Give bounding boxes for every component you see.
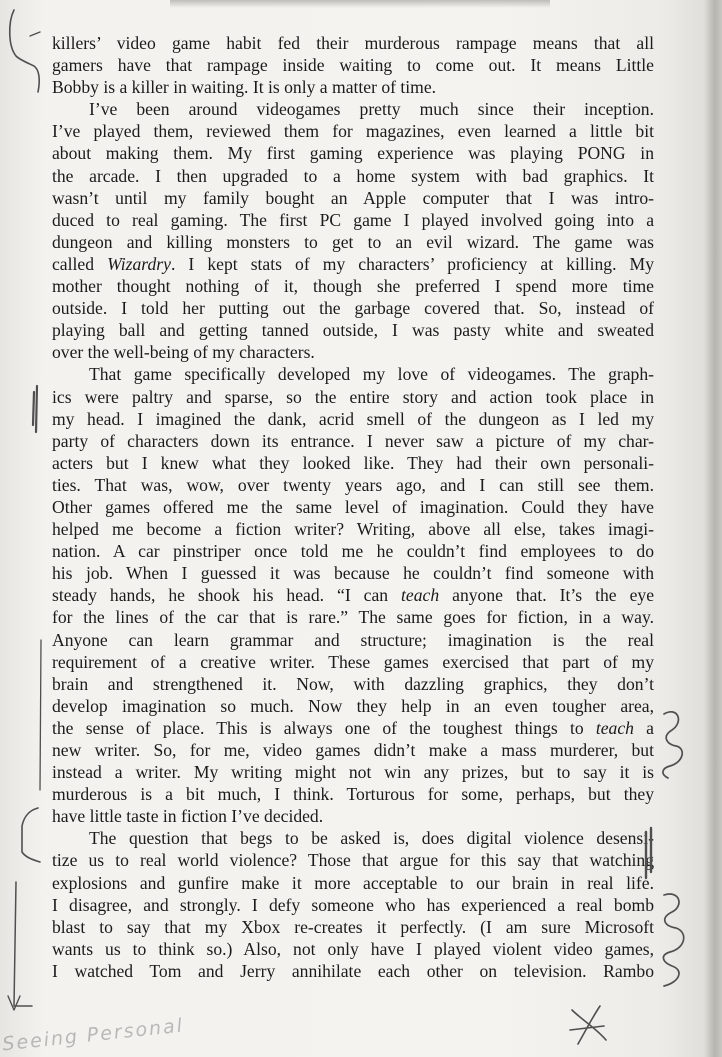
text-line: tize us to real world violence? Those that argue for this say that watching [52,850,654,871]
text-line: playing ball and getting tanned outside, I was pasty white and sweated [52,320,654,341]
text-line: duced to real gaming. The first PC game I played involved going into a [52,209,654,230]
left-margin-line [40,640,41,790]
text-line: blast to say that my Xbox re-creates it perfectly. (I am sure Microsoft [52,916,654,937]
bracket-tick-top [30,32,40,36]
text-line: The question that begs to be asked is, does digital violence desensi- [89,828,654,849]
text-line: helped me become a fiction writer? Writing, above all else, takes imagi- [52,519,654,540]
x-mark [570,1006,606,1044]
text-line: I’ve been around videogames pretty much since their inception. [89,99,654,120]
text-line: develop imagination so much. Now they help in an even tougher area, [52,695,654,716]
text-line: his job. When I guessed it was because he couldn’t find someone with [52,563,654,584]
text-line: my head. I imagined the dank, acrid smell of the dungeon as I led my [52,408,654,429]
text-line: mother thought nothing of it, though she preferred I spend more time [52,276,654,297]
text-line: gamers have that rampage inside waiting to come out. It means Little [52,55,654,76]
text-line: I’ve played them, reviewed them for magazines, even learned a little bit [52,121,654,142]
text-line: party of characters down its entrance. I never saw a picture of my char- [52,430,654,451]
text-line: Other games offered me the same level of imagination. Could they have [52,496,654,517]
text-line: wants us to think so.) Also, not only have I played violent video games, [52,938,654,959]
vertical-bar-right [646,828,651,878]
text-line: explosions and gunfire make it more acceptable to our brain in real life. [52,872,654,893]
text-line: ties. That was, wow, over twenty years ago, and I can still see them. [52,474,654,495]
text-line: requirement of a creative writer. These games exercised that part of my [52,651,654,672]
text-line: outside. I told her putting out the garbage covered that. So, instead of [52,298,654,319]
text-line: wasn’t until my family bought an Apple computer that I was intro- [52,187,654,208]
text-line: the arcade. I then upgraded to a home system with bad graphics. It [52,165,654,186]
bracket-mark-bottom [22,808,40,862]
text-line: Anyone can learn grammar and structure; imagination is the real [52,629,654,650]
text-line: the sense of place. This is always one of the toughest things to teach a [52,717,654,738]
text-line: instead a writer. My writing might not win any prizes, but to say it is [52,762,654,783]
text-line: called Wizardry. I kept stats of my characters’ proficiency at killing. My [52,253,654,274]
text-line: murderous is a bit much, I think. Torturous for some, perhaps, but they [52,784,654,805]
text-line: nation. A car pinstriper once told me he couldn’t find employees to do [52,541,654,562]
text-line: ics were paltry and sparse, so the entire story and action took place in [52,386,654,407]
left-arrow-line [14,882,32,1006]
text-line: That game specifically developed my love of videogames. The graph- [89,364,654,385]
margin-note-bottom-left: Seeing Personal [1,1014,185,1056]
text-line: for the lines of the car that is rare.” The same goes for fiction, in a way. [52,607,654,628]
text-line: Bobby is a killer in waiting. It is only a matter of time. [52,77,437,98]
text-line: over the well-being of my characters. [52,342,315,363]
vertical-bar-left [33,386,37,432]
bracket-mark-top [10,10,39,92]
text-line: have little taste in fiction I’ve decided. [52,806,324,827]
squiggle-right-upper [663,712,682,778]
text-line: about making them. My first gaming experience was playing PONG in [52,143,654,164]
text-line: new writer. So, for me, video games didn’t make a mass murderer, but [52,740,654,760]
text-line: dungeon and killing monsters to get to an evil wizard. The game was [52,231,654,252]
text-line: I disagree, and strongly. I defy someone who has experienced a real bomb [52,894,654,915]
text-line: killers’ video game habit fed their murderous rampage means that all [52,33,654,53]
text-line: acters but I knew what they looked like. They had their own personali- [52,452,654,473]
squiggle-right-lower [663,894,683,986]
text-line: I watched Tom and Jerry annihilate each other on television. Rambo [52,960,654,981]
text-line: brain and strengthened it. Now, with dazzling graphics, they don’t [52,673,654,694]
text-line: steady hands, he shook his head. “I can teach anyone that. It’s the eye [52,585,654,606]
